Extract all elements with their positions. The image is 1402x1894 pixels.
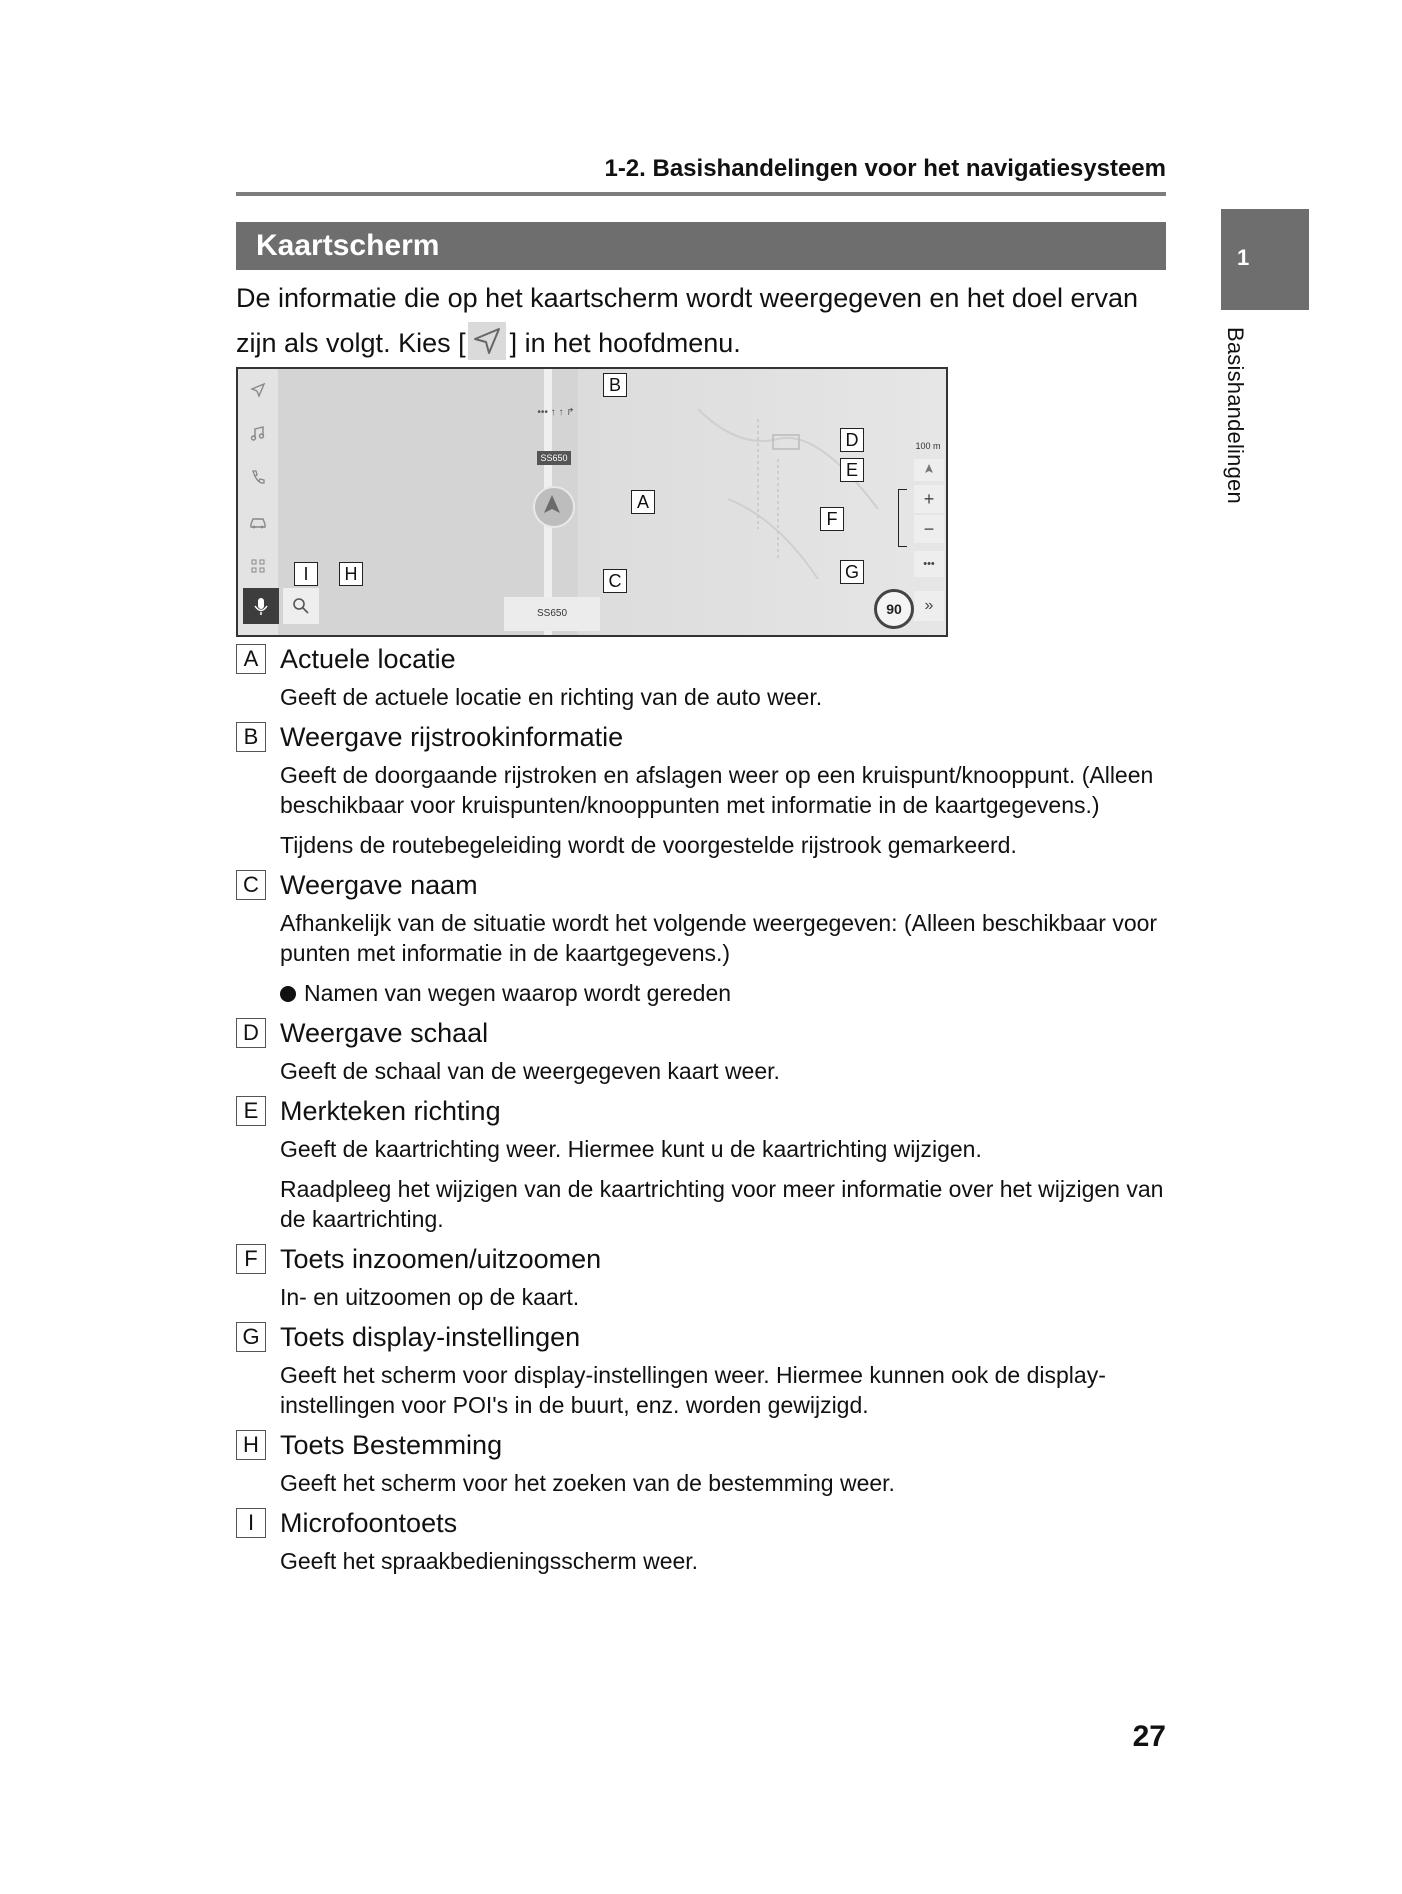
legend-title: Merkteken richting — [280, 1096, 501, 1126]
legend-title: Microfoontoets — [280, 1508, 458, 1538]
legend-item-i — [236, 1508, 1176, 1576]
bullet-icon — [280, 986, 296, 1002]
legend-title: Weergave schaal — [280, 1018, 489, 1048]
chapter-number: 1 — [1237, 245, 1250, 270]
legend-letter: H — [236, 1430, 266, 1460]
legend-item-g — [236, 1322, 1176, 1420]
legend-description: Geeft de actuele locatie en richting van de auto weer. — [280, 684, 823, 710]
intro-text-before: De informatie die op het kaartscherm wordt weergegeven en het doel ervan zijn als volgt. Kies [ — [236, 283, 1139, 358]
legend-description: Afhankelijk van de situatie wordt het volgende weergegeven: (Alleen beschikbaar voor punten met informatie in de kaartgegevens.) — [280, 910, 1158, 966]
legend-letter: A — [236, 644, 266, 674]
phone-icon[interactable] — [247, 467, 269, 489]
current-location-marker — [533, 486, 575, 528]
legend-list — [236, 644, 1176, 1586]
north-arrow-icon — [914, 459, 944, 481]
callout-f: F — [820, 507, 844, 531]
legend-description: Tijdens de routebegeleiding wordt de voorgestelde rijstrook gemarkeerd. — [280, 832, 1017, 858]
legend-description: Geeft het spraakbedieningsscherm weer. — [280, 1548, 699, 1574]
chapter-header: 1-2. Basishandelingen voor het navigatiesysteem — [604, 155, 1166, 182]
intro-text — [236, 276, 1176, 366]
legend-item-d — [236, 1018, 1176, 1086]
map-scale: 100 m — [915, 441, 941, 451]
callout-b: B — [603, 373, 627, 397]
legend-letter: D — [236, 1018, 266, 1048]
legend-item-f — [236, 1244, 1176, 1312]
legend-title: Actuele locatie — [280, 644, 456, 674]
map-orientation-button[interactable] — [914, 459, 944, 481]
legend-item-c — [236, 870, 1176, 1008]
road-name-display: SS650 — [504, 597, 600, 631]
microphone-icon — [243, 588, 279, 624]
zoom-out-button[interactable]: − — [914, 515, 944, 543]
chapter-tab — [1221, 209, 1309, 310]
collapse-button[interactable]: » — [914, 591, 944, 621]
zoom-bracket — [898, 489, 907, 547]
legend-description: Geeft het scherm voor het zoeken van de bestemming weer. — [280, 1470, 895, 1496]
legend-item-b — [236, 722, 1176, 860]
legend-bullet-text: Namen van wegen waarop wordt gereden — [304, 980, 732, 1006]
legend-title: Toets Bestemming — [280, 1430, 503, 1460]
legend-letter: F — [236, 1244, 266, 1274]
header-rule — [236, 192, 1166, 196]
callout-e: E — [840, 458, 864, 482]
intro-text-after: ] in het hoofdmenu. — [509, 328, 741, 358]
chapter-side-label: Basishandelingen — [1223, 327, 1248, 504]
legend-description: In- en uitzoomen op de kaart. — [280, 1284, 580, 1310]
lane-info: ••• ↑ ↑ ↱ — [537, 407, 575, 418]
navigation-icon[interactable] — [247, 379, 269, 401]
legend-description: Geeft de doorgaande rijstroken en afslagen weer op een kruispunt/knooppunt. (Alleen beschikbaar voor kruispunten/knooppunten met informatie in de kaartgegevens.) — [280, 762, 1154, 818]
legend-letter: C — [236, 870, 266, 900]
legend-letter: E — [236, 1096, 266, 1126]
search-icon — [283, 588, 319, 624]
legend-letter: I — [236, 1508, 266, 1538]
callout-g: G — [840, 560, 864, 584]
music-icon[interactable] — [247, 423, 269, 445]
legend-description: Geeft de kaartrichting weer. Hiermee kunt u de kaartrichting wijzigen. — [280, 1136, 982, 1162]
callout-d: D — [840, 428, 864, 452]
legend-item-e — [236, 1096, 1176, 1234]
map-area[interactable] — [278, 369, 946, 635]
legend-item-a — [236, 644, 1176, 712]
callout-i: I — [294, 562, 318, 586]
legend-title: Weergave naam — [280, 870, 478, 900]
navigation-arrow-icon — [468, 322, 506, 360]
legend-letter: G — [236, 1322, 266, 1352]
road-number-tag: SS650 — [537, 451, 571, 465]
section-title: Kaartscherm — [236, 222, 1166, 270]
legend-letter: B — [236, 722, 266, 752]
legend-item-h — [236, 1430, 1176, 1498]
legend-title: Toets display-instellingen — [280, 1322, 581, 1352]
legend-description: Raadpleeg het wijzigen van de kaartrichting voor meer informatie over het wijzigen van de kaartrichting. — [280, 1176, 1164, 1232]
apps-grid-icon[interactable] — [247, 555, 269, 577]
page-number: 27 — [1132, 1720, 1166, 1753]
display-settings-button[interactable]: ••• — [914, 551, 944, 577]
callout-a: A — [631, 490, 655, 514]
car-icon[interactable] — [247, 511, 269, 533]
callout-h: H — [339, 562, 363, 586]
speed-limit-sign: 90 — [874, 589, 914, 629]
legend-title: Toets inzoomen/uitzoomen — [280, 1244, 602, 1274]
car-arrow-icon — [535, 488, 569, 522]
microphone-button[interactable] — [243, 588, 279, 624]
destination-search-button[interactable] — [283, 588, 319, 624]
zoom-in-button[interactable]: + — [914, 485, 944, 513]
legend-bullet — [280, 978, 1176, 1008]
callout-c: C — [603, 569, 627, 593]
map-screen-figure — [236, 367, 948, 637]
legend-description: Geeft de schaal van de weergegeven kaart weer. — [280, 1058, 780, 1084]
legend-description: Geeft het scherm voor display-instellingen weer. Hiermee kunnen ook de display-instellingen voor POI's in de buurt, enz. worden gewijzigd. — [280, 1362, 1106, 1418]
legend-title: Weergave rijstrookinformatie — [280, 722, 624, 752]
